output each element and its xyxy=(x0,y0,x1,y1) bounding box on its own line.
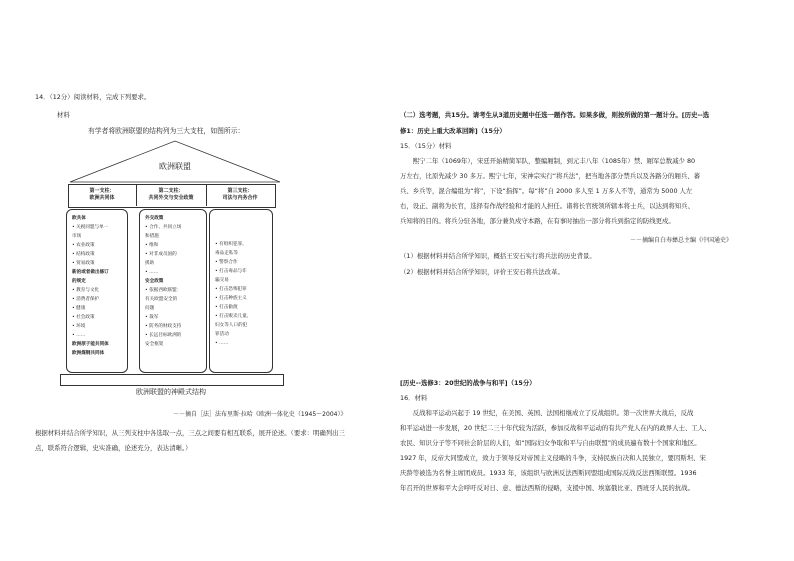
pillar-3-item: • 有组织犯罪、 xyxy=(215,242,247,247)
pillar-1-item: • 社会政策 xyxy=(72,315,95,320)
pillar-1-column xyxy=(66,209,128,373)
pillar-2-item: • …… xyxy=(145,270,159,275)
elective-heading-line-1: （二）选考题，共15分。请考生从3道历史题中任选一题作答。如果多做，则按所做的第一题计分。[历史--选 xyxy=(400,111,710,119)
q15-task-1: （1）根据材料并结合所学知识，概括王安石实行将兵法的历史背景。 xyxy=(400,252,596,260)
material-label: 材料 xyxy=(57,111,70,119)
q16-material-paragraph: 反战和平运动兴起于 19 世纪，在美国、英国、法国相继成立了反战组织。第一次世界大战后，反战 和平运动进一步发展，20 世纪二三十年代较为活跃，参加反战和平运动的有共产党人在内的政界人士、工人、 农民、知识分子等不同社会阶层的人们，如“国际妇女争取和平与自由联盟”的成员遍布数十个国家和地区。 1927 年，反帝大同盟成立，致力于领导反对帝国主义侵略的斗争，支持民族自决和人民独立，要因斯坦、宋 庆龄等被选为名誉主席团成员。1933 年，该组织与欧洲反法西斯同盟组成国际反战反法西斯联盟。1936 年召开的世界和平大会呼吁反对日、意、德法西斯的侵略，支援中国、埃塞俄比亚、西班牙人民的抗战。 xyxy=(400,409,711,492)
pillar-1-item: 新的或者做出修订 xyxy=(72,270,109,275)
pillar-3-header: 第三支柱： 司法与内务合作 xyxy=(222,188,258,201)
diagram-intro: 有学者将欧洲联盟的结构列为三大支柱，如图所示： xyxy=(88,127,245,135)
pillar-1-item: • 关税同盟与单一 xyxy=(72,225,109,230)
pillar-1-item: • 环境 xyxy=(72,324,86,329)
pillar-2-item: • 对非成员国的 xyxy=(145,252,177,257)
q14-source: －－摘自［法］法布里斯·拉哈《欧洲一体化史（1945～2004）》 xyxy=(173,411,347,418)
pillar-1-item: • 教育与文化 xyxy=(72,288,100,293)
pillar-2-item: • 防务的财政支持 xyxy=(145,324,182,329)
pillar-2-item: 有关欧盟安全的 xyxy=(145,297,178,302)
q15-source: －－摘编自白寿彝总主编《中国通史》 xyxy=(630,237,733,244)
temple-base xyxy=(60,374,284,386)
pillar-3-item: • 打击毒品与诈 xyxy=(215,269,247,274)
q14-task-line-2: 点，联系符合逻辑，史实准确，论述充分，表达清晰。） xyxy=(35,444,192,452)
pillar-2-item: 和措施 xyxy=(145,234,159,239)
roof-label: 欧洲联盟 xyxy=(159,162,191,171)
elective-heading-line-2: 修1：历史上重大改革回眸]（15分） xyxy=(400,127,506,135)
pillar-3-column xyxy=(209,209,273,373)
pillar-2-column xyxy=(139,209,207,373)
pillar-3-item: 毒品走私等 xyxy=(215,251,238,256)
pillar-2-item: 援助 xyxy=(145,261,155,266)
roof-triangle xyxy=(60,137,290,185)
pillar-3-item: • 打击贩卖儿童、 xyxy=(215,314,252,319)
q15-material-paragraph: 熙宁二年（1069年），宋廷开始精简军队，整编厢制，到元丰八年（1085年）禁、厢军总数减少 80 万左右，比原先减少 30 多万。熙宁七年，宋神宗实行“将兵法”，把当地各部分禁兵以及各路分的厢兵、蕃 兵、乡兵等，混合编组为“将”，下设“指挥”。每“将”自 2000 多人至 1 万多人不等，通常为 5000 人左 右，设正、副将为长官，选择有作战经验和才能的人担任。诸将长官统领所辖本将士兵，以达到将知兵、 兵知将的目的。将兵分驻各地，部分兼负戍守本路，在有事时抽出一部分将兵到指定的防线更戍。 xyxy=(400,157,701,225)
pillar-3-item: 罪活动 xyxy=(215,332,229,337)
pillar-3-item: • 警察合作 xyxy=(215,260,238,265)
pillar-2-item: 外交政策 xyxy=(145,216,164,221)
eu-temple-diagram xyxy=(60,137,290,397)
pillar-1-item: • 健康 xyxy=(72,306,86,311)
pillar-2-item: • 裁军 xyxy=(145,315,159,320)
pillar-1-item: • …… xyxy=(72,333,86,338)
pillar-3-item: • 打击种族主义 xyxy=(215,296,247,301)
pillar-2-item: • 长远目标欧洲的 xyxy=(145,333,182,338)
diagram-caption: 欧洲联盟的神殿式结构 xyxy=(136,388,206,396)
header-divider-2 xyxy=(206,184,207,206)
question-15-title: 15．（15分）材料 xyxy=(400,142,452,150)
pillar-2-item: • 依据西欧联盟： xyxy=(145,288,182,293)
pillar-3-item: 妇女等人口的犯 xyxy=(215,323,248,328)
pillar-1-item: 的规定 xyxy=(72,279,86,284)
pillar-1-item: 市场 xyxy=(72,234,82,239)
pillar-2-item: 安全政策 xyxy=(145,279,164,284)
pillar-1-item: 欧共体 xyxy=(72,216,86,221)
q14-task-line-1: 根据材料并结合所学知识，从三列支柱中各选取一点，三点之间要有相互联系，展开论述。（要求：明确列出三 xyxy=(35,429,345,437)
pillar-1-header: 第一支柱： 欧洲共同体 xyxy=(89,188,115,201)
pillar-3-item: • 打击偷渡 xyxy=(215,305,238,310)
pillar-2-item: • 合作、共同立场 xyxy=(145,225,182,230)
pillar-3-item: • 打击恐怖犯罪 xyxy=(215,287,247,292)
pillar-2-item: 问题 xyxy=(145,306,155,311)
header-divider-1 xyxy=(136,184,137,206)
pillar-1-item: • 贸易政策 xyxy=(72,261,95,266)
q15-task-2: （2）根据材料并结合所学知识，评价王安石将兵法改革。 xyxy=(400,268,564,276)
question-16-title: 16．材料 xyxy=(400,394,428,402)
pillar-1-item: 欧洲煤钢共同体 xyxy=(72,351,105,356)
pillar-3-item: 骗交易 xyxy=(215,278,229,283)
pillar-1-item: 欧洲原子能共同体 xyxy=(72,342,109,347)
pillar-2-header: 第二支柱： 共同外交与安全政策 xyxy=(148,188,194,201)
pillar-1-item: • 消费者保护 xyxy=(72,297,100,302)
pillar-1-item: • 农业政策 xyxy=(72,243,95,248)
question-14-title: 14．（12分）阅读材料，完成下列要求。 xyxy=(35,93,151,101)
pillar-1-item: • 结构政策 xyxy=(72,252,95,257)
elective-3-heading: [历史--选修3：20世纪的战争与和平]（15分） xyxy=(400,379,536,387)
pillar-2-item: • 维和 xyxy=(145,243,159,248)
pillar-3-item: • …… xyxy=(215,341,229,346)
pillar-2-item: 安全框架 xyxy=(145,342,164,347)
